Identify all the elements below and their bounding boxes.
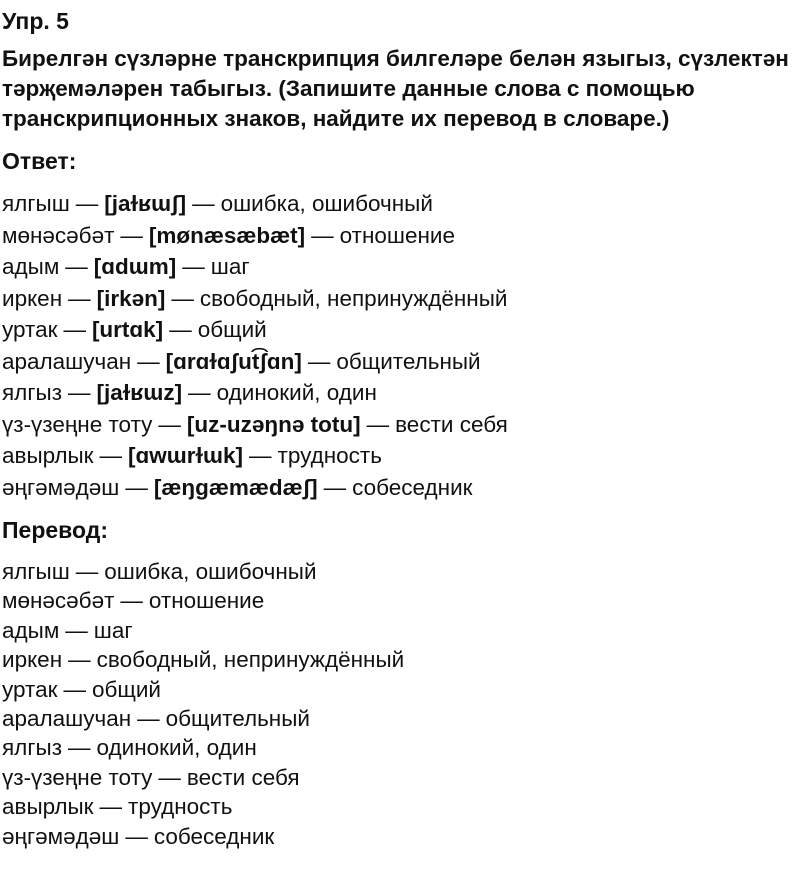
dash: —: [63, 317, 86, 342]
dash: —: [125, 474, 148, 500]
dash: —: [75, 559, 99, 584]
translation-word: ялгыз: [2, 735, 63, 761]
answer-word: адым: [2, 254, 60, 279]
answer-item: [2, 409, 800, 441]
answer-transcription: [irkən]: [96, 285, 166, 311]
answer-word: ялгыш: [2, 191, 70, 216]
dash: —: [68, 380, 91, 405]
dash: —: [99, 794, 123, 820]
translation-word: ялгыш: [2, 559, 70, 584]
translation-item: [2, 586, 800, 615]
translation-meaning: шаг: [93, 617, 133, 643]
answer-transcription: [urtɑk]: [91, 317, 164, 342]
translation-meaning: общительный: [165, 706, 310, 732]
answer-transcription: [jaɫʁɯz]: [96, 380, 183, 405]
dash: —: [137, 348, 160, 374]
translation-meaning: вести себя: [186, 764, 300, 790]
dash: —: [65, 254, 88, 279]
answer-translation: отношение: [339, 222, 455, 248]
translation-word: аралашучан: [2, 706, 132, 732]
answer-transcription: [ɑwɯrɫɯk]: [128, 443, 244, 468]
translation-word: авырлык: [2, 794, 94, 820]
dash: —: [366, 411, 390, 437]
answer-translation: ошибка, ошибочный: [220, 191, 433, 216]
exercise-title: Упр. 5: [2, 8, 69, 34]
answer-transcription: [ɑdɯm]: [93, 254, 177, 279]
dash: —: [249, 443, 272, 468]
answer-translation: шаг: [210, 254, 250, 279]
translation-item: [2, 675, 800, 704]
translation-item: [2, 557, 800, 586]
translation-word: әңгәмәдәш: [2, 823, 120, 849]
answer-translation: трудность: [277, 443, 382, 468]
translation-meaning: собеседник: [153, 823, 275, 849]
answer-list: [2, 188, 800, 503]
answer-word: иркен: [2, 285, 63, 311]
translation-word: адым: [2, 617, 60, 643]
answer-translation: вести себя: [395, 411, 508, 437]
answer-translation: собеседник: [352, 474, 473, 500]
translation-meaning: свободный, непринуждённый: [96, 647, 405, 673]
answer-translation: общий: [197, 317, 267, 342]
dash: —: [192, 191, 215, 216]
translation-item: [2, 616, 800, 645]
answer-item: [2, 346, 800, 378]
dash: —: [68, 735, 91, 761]
translation-meaning: ошибка, ошибочный: [104, 559, 317, 584]
answer-word: үз-үзеңне тоту: [2, 411, 153, 437]
dash: —: [125, 823, 148, 849]
answer-item: [2, 440, 800, 472]
dash: —: [120, 222, 143, 248]
answer-item: [2, 472, 800, 504]
answer-transcription: [mønæsæbæt]: [148, 222, 306, 248]
answer-item: [2, 314, 800, 346]
answer-word: ялгыз: [2, 380, 63, 405]
dash: —: [171, 285, 194, 311]
translation-meaning: отношение: [148, 588, 265, 614]
translation-word: иркен: [2, 647, 63, 673]
answer-word: аралашучан: [2, 348, 132, 374]
dash: —: [68, 285, 91, 311]
answer-translation: свободный, непринуждённый: [199, 285, 508, 311]
answer-transcription: [æŋɡæmædæʃ]: [153, 474, 318, 500]
answer-translation: одинокий, один: [216, 380, 377, 405]
translation-item: [2, 763, 800, 792]
dash: —: [182, 254, 205, 279]
translation-item: [2, 645, 800, 674]
dash: —: [75, 191, 99, 216]
dash: —: [137, 706, 160, 732]
dash: —: [307, 348, 331, 374]
answer-transcription: [ɑrɑɫɑʃut͡ʃɑn]: [165, 348, 302, 374]
dash: —: [99, 443, 123, 468]
answer-word: уртак: [2, 317, 58, 342]
dash: —: [188, 380, 211, 405]
dash: —: [169, 317, 192, 342]
answer-word: мөнәсәбәт: [2, 222, 115, 248]
answer-item: [2, 188, 800, 220]
dash: —: [63, 676, 86, 702]
translation-word: үз-үзеңне тоту: [2, 764, 153, 790]
answer-word: әңгәмәдәш: [2, 474, 120, 500]
exercise-instructions: Бирелгән сүзләрне транскрипция билгеләре белән языгыз, сүзлектән тәрҗемәләрен табыгыз. (Запишите данные слова с помощью транскрипционных знаков, найдите их перевод в словаре.): [2, 46, 789, 131]
translation-heading: Перевод:: [2, 517, 109, 543]
answer-translation: общительный: [336, 348, 481, 374]
answer-transcription: [uz-uzəŋnə totu]: [186, 411, 361, 437]
dash: —: [68, 647, 91, 673]
translation-meaning: одинокий, один: [96, 735, 257, 761]
answer-item: [2, 251, 800, 283]
translation-list: [2, 557, 800, 851]
answer-transcription: [jaɫʁɯʃ]: [104, 191, 187, 216]
dash: —: [323, 474, 347, 500]
translation-item: [2, 704, 800, 733]
dash: —: [158, 764, 181, 790]
answer-heading: Ответ:: [2, 148, 77, 174]
translation-item: [2, 792, 800, 821]
translation-word: уртак: [2, 676, 58, 702]
dash: —: [65, 617, 88, 643]
translation-item: [2, 733, 800, 762]
translation-word: мөнәсәбәт: [2, 588, 115, 614]
dash: —: [158, 411, 181, 437]
dash: —: [311, 222, 334, 248]
answer-item: [2, 377, 800, 409]
answer-item: [2, 220, 800, 252]
answer-word: авырлык: [2, 443, 94, 468]
translation-meaning: трудность: [128, 794, 233, 820]
translation-item: [2, 822, 800, 851]
translation-meaning: общий: [91, 676, 161, 702]
answer-item: [2, 283, 800, 315]
dash: —: [120, 588, 143, 614]
